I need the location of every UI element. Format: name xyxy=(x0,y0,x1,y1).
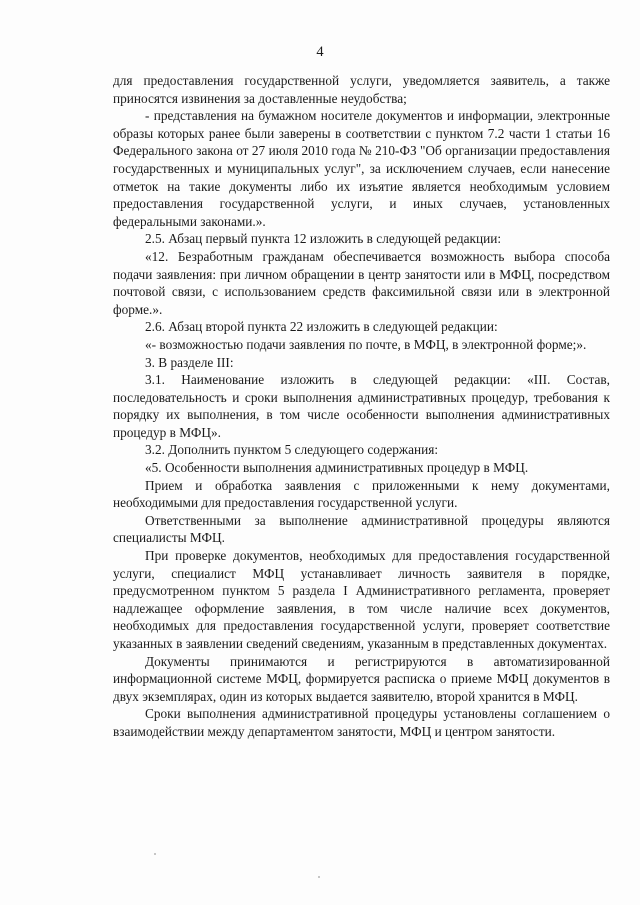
paragraph-clause-5-heading: «5. Особенности выполнения административных процедур в МФЦ. xyxy=(145,460,529,476)
paragraph-reception-processing: Прием и обработка заявления с приложенными к нему документами, необходимыми для предоставления государственной услуги. xyxy=(113,477,610,511)
document-body xyxy=(113,72,610,741)
paragraph-deadlines: Сроки выполнения административной процедуры установлены соглашением о взаимодействии между департаментом занятости, МФЦ и центром занятости. xyxy=(113,706,610,739)
paragraph-amendment-3-1: 3.1. Наименование изложить в следующей редакции: «III. Состав, последовательность и сроки выполнения административных процедур, требования к порядку их выполнения, в том числе особенности выполнения административных процедур в МФЦ». xyxy=(113,372,610,440)
page-number: 4 xyxy=(316,44,324,60)
paragraph-continuation: для предоставления государственной услуги, уведомляется заявитель, а также приносятся извинения за доставленные неудобства; xyxy=(113,73,610,106)
paragraph-amendment-3-2: 3.2. Дополнить пунктом 5 следующего содержания: xyxy=(145,442,439,458)
paragraph-responsible-persons: Ответственными за выполнение административной процедуры являются специалисты МФЦ. xyxy=(113,512,610,546)
paragraph-postal-submission: «- возможностью подачи заявления по почте, в МФЦ, в электронной форме;». xyxy=(145,336,587,352)
paragraph-document-check: При проверке документов, необходимых для предоставления государственной услуги, специалист МФЦ устанавливает личность заявителя в порядке, предусмотренном пунктом 5 раздела I Административного регламента, проверяет надлежащее оформление заявления, в том числе наличие всех документов, необходимых для предоставления государственной услуги, проверяет соответствие указанных в заявлении сведений сведениям, указанным в представленных документах. xyxy=(113,548,610,651)
paragraph-clause-12: «12. Безработным гражданам обеспечивается возможность выбора способа подачи заявления: при личном обращении в центр занятости или в МФЦ, посредством почтовой связи, с использованием средств факсимильной связи или в электронной форме.». xyxy=(113,248,610,317)
paragraph-paper-documents-clause: - представления на бумажном носителе документов и информации, электронные образы которых ранее были заверены в соответствии с пунктом 7.2 части 1 статьи 16 Федерального закона от 27 июля 2010 года № 210-ФЗ "Об организации предоставления государственных и муниципальных услуг", за исключением случаев, если нанесение отметок на такие документы либо их изъятие является необходимым условием предоставления государственной услуги, и иных случаев, установленных федеральными законами.». xyxy=(113,108,610,229)
scan-speck xyxy=(154,853,156,855)
paragraph-amendment-2-5: 2.5. Абзац первый пункта 12 изложить в следующей редакции: xyxy=(145,231,502,247)
paragraph-section-3: 3. В разделе III: xyxy=(145,354,234,370)
scan-speck xyxy=(318,876,320,878)
paragraph-amendment-2-6: 2.6. Абзац второй пункта 22 изложить в следующей редакции: xyxy=(145,319,498,335)
paragraph-registration: Документы принимаются и регистрируются в автоматизированной информационной системе МФЦ, формируется расписка о приеме МФЦ документов в двух экземплярах, один из которых выдается заявителю, второй хранится в МФЦ. xyxy=(113,653,610,704)
